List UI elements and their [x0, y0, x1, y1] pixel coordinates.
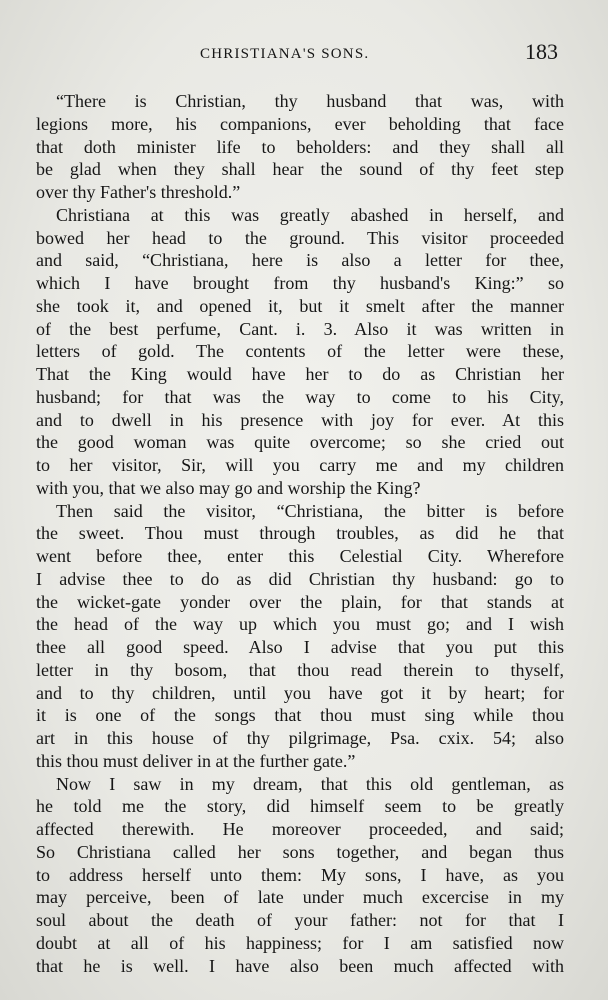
- text-line: So Christiana called her sons together, and began thus: [36, 841, 564, 862]
- text-line: letter in thy bosom, that thou read therein to thyself,: [36, 659, 564, 680]
- text-line: he told me the story, did himself seem to be greatly: [36, 796, 564, 817]
- text-line: husband; for that was the way to come to his City,: [36, 386, 564, 407]
- page-number: 183: [525, 39, 558, 64]
- text-line: the sweet. Thou must through troubles, as did he that: [36, 523, 564, 544]
- text-line: this thou must deliver in at the further gate.”: [36, 750, 356, 771]
- text-line: doubt at all of his happiness; for I am satisfied now: [36, 932, 564, 953]
- text-line: “There is Christian, thy husband that was, with: [56, 91, 564, 111]
- text-line: thee all good speed. Also I advise that you put this: [36, 637, 564, 657]
- text-line: which I have brought from thy husband's King:” so: [36, 273, 564, 293]
- text-line: went before thee, enter this Celestial City. Wherefore: [36, 546, 564, 566]
- text-line: of the best perfume, Cant. i. 3. Also it was written in: [36, 318, 564, 339]
- text-line: the good woman was quite overcome; so she cried out: [36, 432, 564, 453]
- text-line: legions more, his companions, ever beholding that face: [36, 113, 564, 134]
- text-line: that he is well. I have also been much affected with: [36, 955, 564, 976]
- text-line: soul about the death of your father: not for that I: [36, 910, 564, 930]
- text-line: may perceive, been of late under much excercise in my: [36, 887, 564, 908]
- text-line: to her visitor, Sir, will you carry me and my children: [36, 455, 564, 475]
- text-line: that doth minister life to beholders: and they shall all: [36, 136, 564, 157]
- text-line: be glad when they shall hear the sound of thy feet step: [36, 159, 564, 180]
- text-line: Now I saw in my dream, that this old gentleman, as: [56, 773, 564, 794]
- text-line: with you, that we also may go and worship the King?: [36, 477, 421, 498]
- text-line: to address herself unto them: My sons, I have, as you: [36, 864, 564, 885]
- text-line: affected therewith. He moreover proceeded, and said;: [36, 819, 564, 839]
- text-line: and to thy children, until you have got it by heart; for: [36, 682, 564, 703]
- text-line: bowed her head to the ground. This visitor proceeded: [36, 227, 564, 248]
- running-head: [0, 39, 608, 70]
- text-line: it is one of the songs that thou must sing while thou: [36, 705, 564, 726]
- body-text: [36, 90, 564, 977]
- running-head-title: CHRISTIANA'S SONS.: [200, 46, 370, 62]
- text-line: Christiana at this was greatly abashed in herself, and: [56, 204, 564, 225]
- text-line: and to dwell in his presence with joy for ever. At this: [36, 409, 564, 430]
- text-line: I advise thee to do as did Christian thy husband: go to: [36, 568, 564, 589]
- text-line: Then said the visitor, “Christiana, the bitter is before: [56, 500, 564, 521]
- text-line: letters of gold. The contents of the letter were these,: [36, 341, 564, 362]
- text-line: That the King would have her to do as Christian her: [36, 364, 564, 384]
- text-line: and said, “Christiana, here is also a letter for thee,: [36, 250, 564, 271]
- text-line: the head of the way up which you must go; and I wish: [36, 614, 564, 635]
- text-line: she took it, and opened it, but it smelt after the manner: [36, 295, 564, 316]
- text-line: the wicket-gate yonder over the plain, for that stands at: [36, 591, 564, 612]
- text-line: over thy Father's threshold.”: [36, 182, 241, 202]
- text-line: art in this house of thy pilgrimage, Psa. cxix. 54; also: [36, 728, 564, 748]
